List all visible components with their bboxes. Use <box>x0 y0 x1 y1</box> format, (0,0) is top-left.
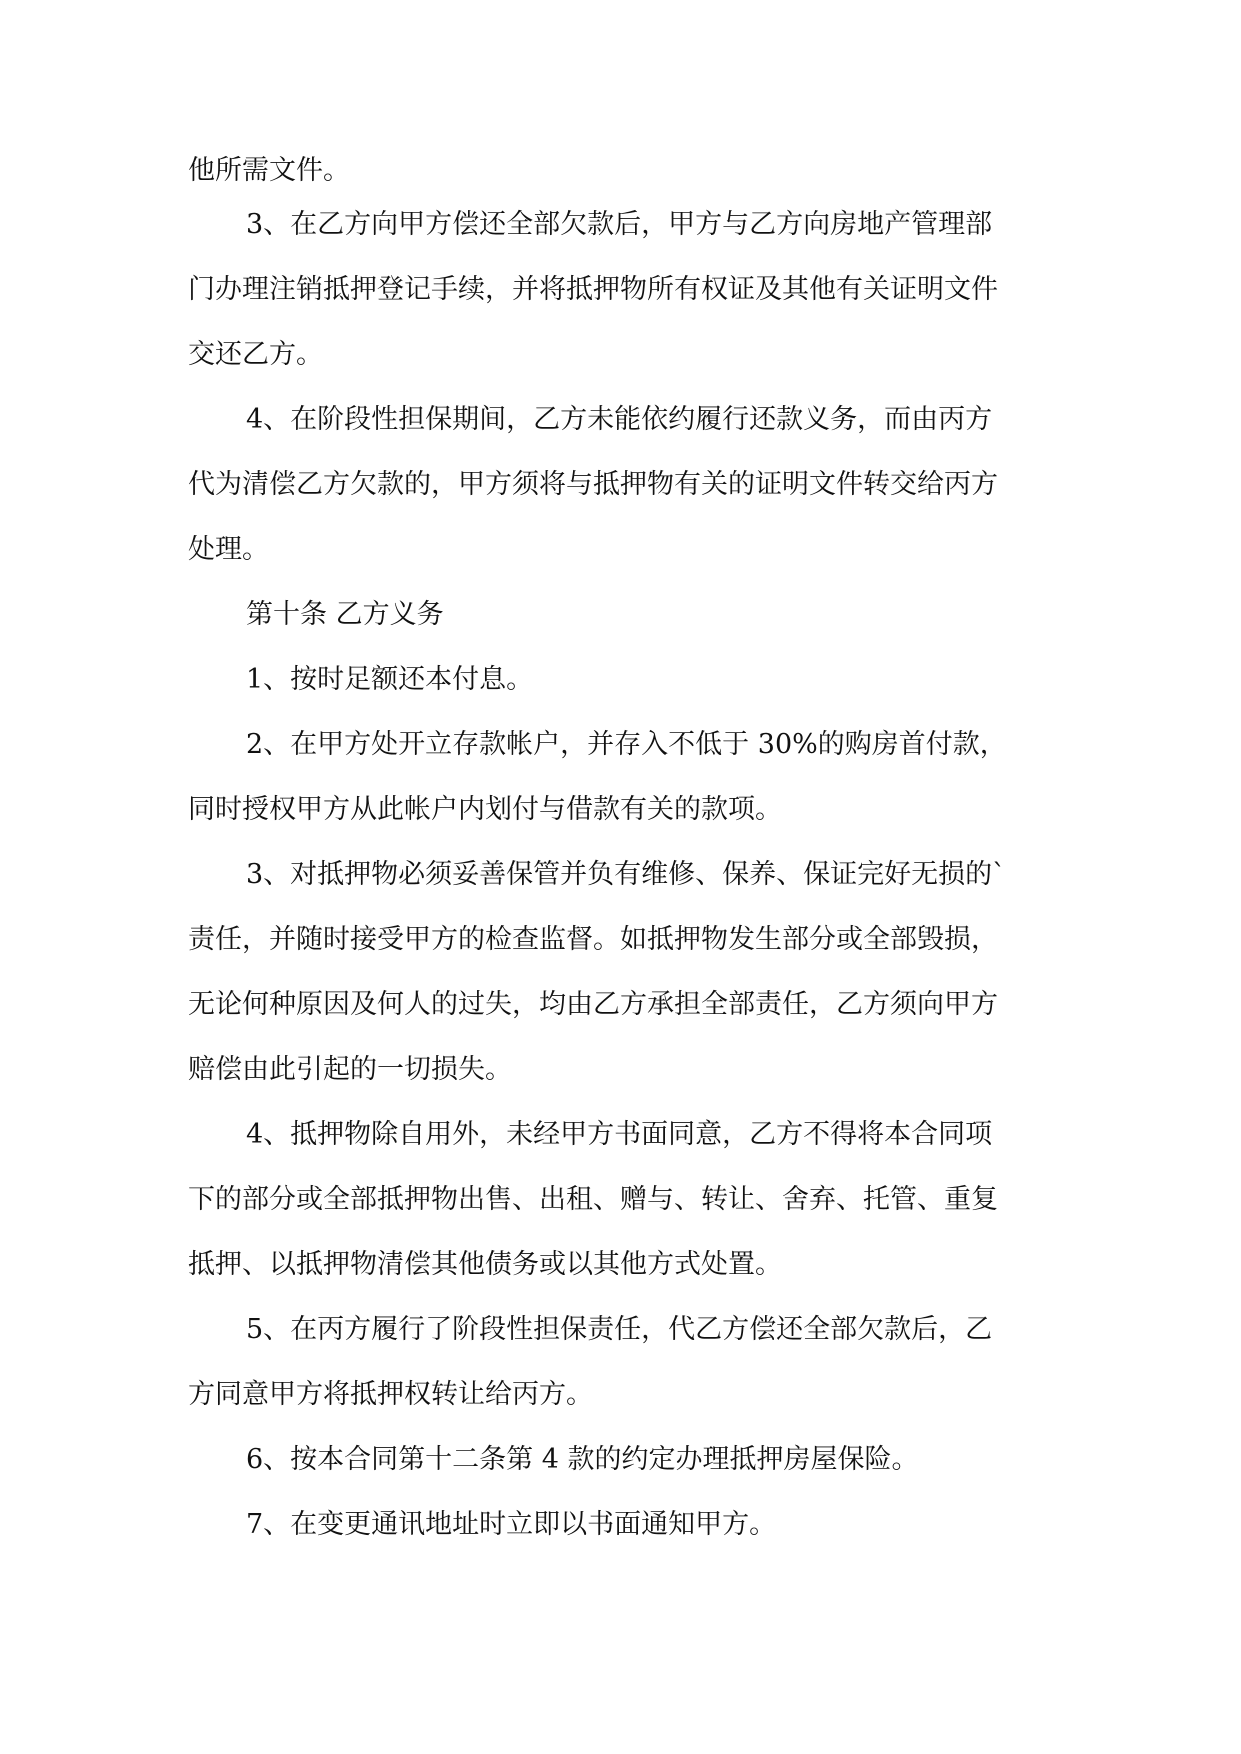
text-line: 代为清偿乙方欠款的，甲方须将与抵押物有关的证明文件转交给丙方 <box>188 469 998 500</box>
paragraph-p2 <box>188 387 1058 582</box>
text-line: 赔偿由此引起的一切损失。 <box>188 1054 512 1085</box>
text-line: 7、在变更通讯地址时立即以书面通知甲方。 <box>246 1509 777 1540</box>
text-line: 2、在甲方处开立存款帐户，并存入不低于 30%的购房首付款， <box>246 729 1007 760</box>
text-line: 他所需文件。 <box>188 155 350 186</box>
text-line: 4、抵押物除自用外，未经甲方书面同意，乙方不得将本合同项 <box>246 1119 993 1150</box>
text-line: 方同意甲方将抵押权转让给丙方。 <box>188 1379 593 1410</box>
text-line: 下的部分或全部抵押物出售、出租、赠与、转让、舍弃、托管、重复 <box>188 1184 998 1215</box>
paragraph-p0 <box>188 150 1058 192</box>
paragraph-p9 <box>188 1427 1058 1492</box>
text-line: 6、按本合同第十二条第 4 款的约定办理抵押房屋保险。 <box>246 1444 919 1475</box>
text-line: 交还乙方。 <box>188 339 323 370</box>
text-line: 门办理注销抵押登记手续，并将抵押物所有权证及其他有关证明文件 <box>188 274 998 305</box>
text-line: 1、按时足额还本付息。 <box>246 664 534 695</box>
paragraph-p4 <box>188 647 1058 712</box>
paragraph-p7 <box>188 1102 1058 1297</box>
paragraph-p5 <box>188 712 1058 842</box>
text-line: 第十条 乙方义务 <box>246 599 444 630</box>
text-line: 同时授权甲方从此帐户内划付与借款有关的款项。 <box>188 794 782 825</box>
text-line: 5、在丙方履行了阶段性担保责任，代乙方偿还全部欠款后，乙 <box>246 1314 993 1345</box>
text-line: 3、在乙方向甲方偿还全部欠款后，甲方与乙方向房地产管理部 <box>246 209 993 240</box>
text-line: 无论何种原因及何人的过失，均由乙方承担全部责任，乙方须向甲方 <box>188 989 998 1020</box>
text-line: 4、在阶段性担保期间，乙方未能依约履行还款义务，而由丙方 <box>246 404 993 435</box>
text-line: 抵押、以抵押物清偿其他债务或以其他方式处置。 <box>188 1249 782 1280</box>
paragraph-p8 <box>188 1297 1058 1427</box>
text-line: 责任，并随时接受甲方的检查监督。如抵押物发生部分或全部毁损， <box>188 924 998 955</box>
paragraph-p10 <box>188 1492 1058 1557</box>
text-line: 处理。 <box>188 534 269 565</box>
paragraph-p1 <box>188 192 1058 387</box>
paragraph-p6 <box>188 842 1058 1102</box>
paragraph-p3 <box>188 582 1058 647</box>
document-body <box>188 150 1058 1557</box>
text-line: 3、对抵押物必须妥善保管并负有维修、保养、保证完好无损的` <box>246 859 1006 890</box>
